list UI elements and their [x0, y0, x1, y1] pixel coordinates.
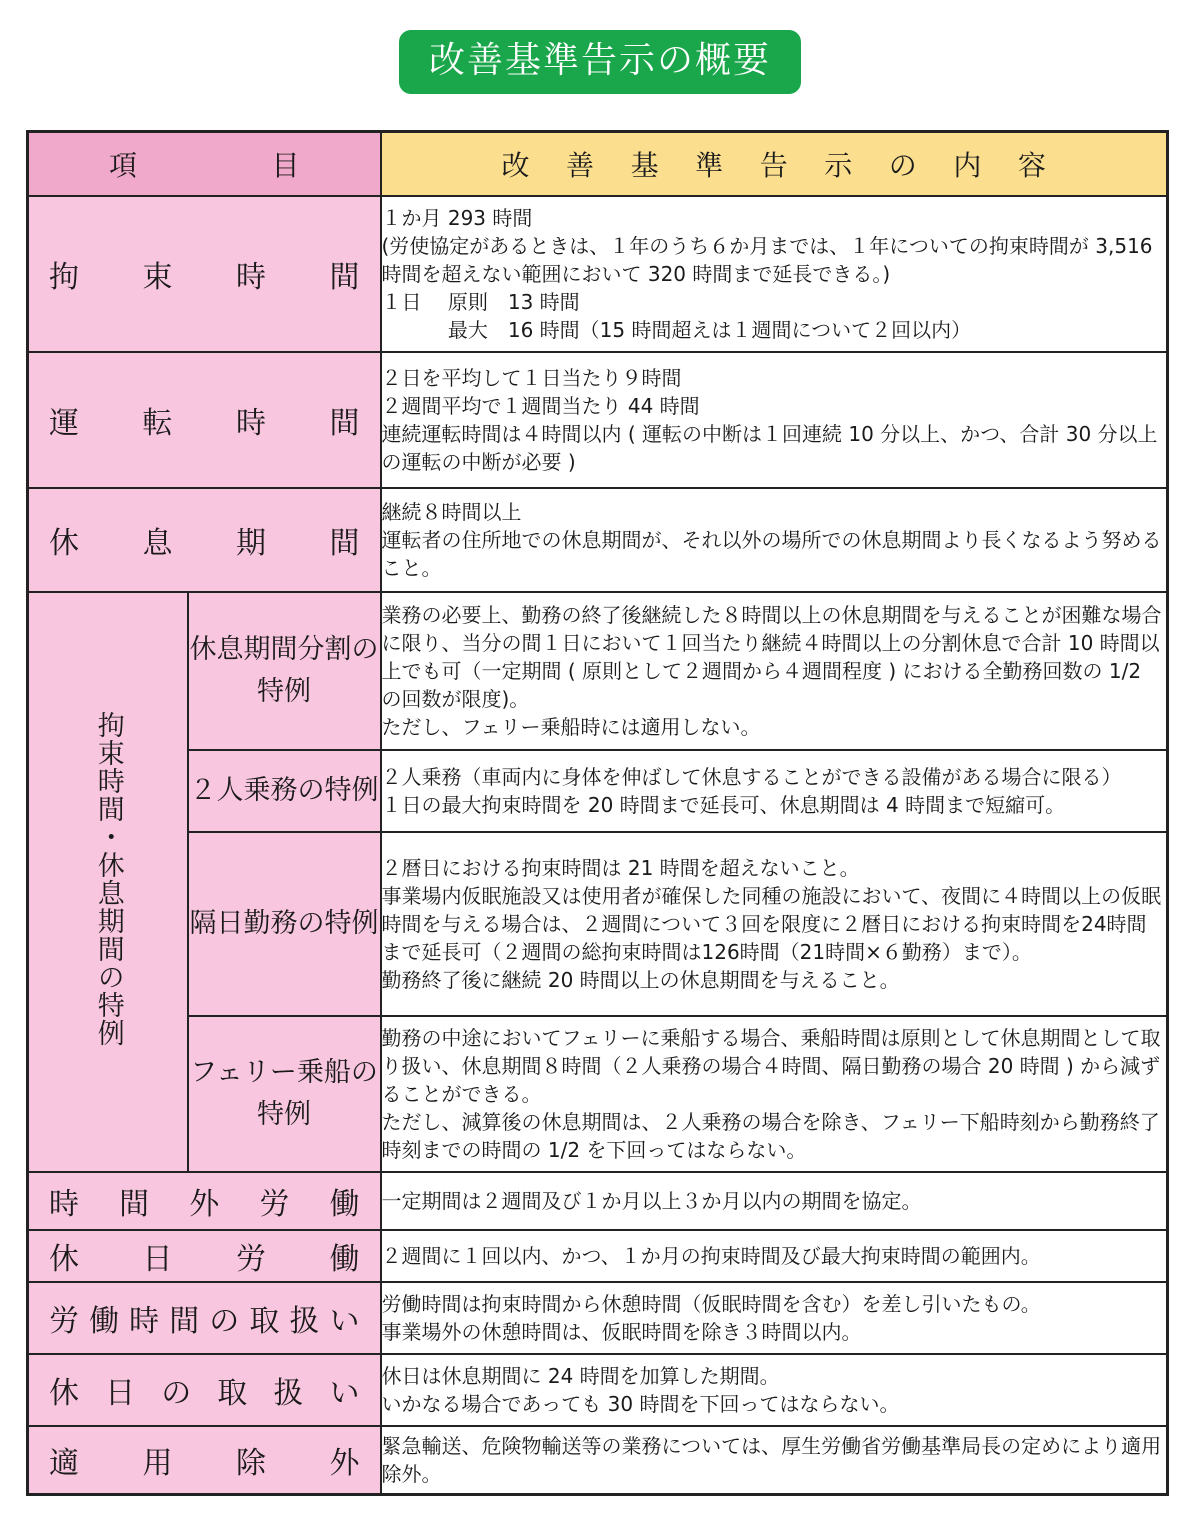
row-content: ２日を平均して１日当たり９時間 ２週間平均で１週間当たり 44 時間 連続運転時間は４時間以内 ( 運転の中断は１回連続 10 分以上、かつ、合計 30 分以上の運転の中断が必要 ) — [381, 352, 1168, 488]
row-content: ２暦日における拘束時間は 21 時間を超えないこと。 事業場内仮眠施設又は使用者が確保した同種の施設において、夜間に４時間以上の仮眠時間を与える場合は、２週間について３回を限度に２暦日における拘束時間を24時間まで延長可（２週間の総拘束時間は126時間（21時間×６勤務）まで）。 勤務終了後に継続 20 時間以上の休息期間を与えること。 — [381, 832, 1168, 1016]
row-label: 運 転 時 間 — [28, 352, 381, 488]
header-item: 項 目 — [28, 132, 381, 197]
row-futari — [28, 750, 1168, 832]
row-jikangai — [28, 1172, 1168, 1230]
row-label: 時 間 外 労 働 — [28, 1172, 381, 1230]
title-banner — [0, 30, 1200, 94]
summary-table — [26, 130, 1169, 1496]
row-content: ２人乗務（車両内に身体を伸ばして休息することができる設備がある場合に限る） １日の最大拘束時間を 20 時間まで延長可、休息期間は 4 時間まで短縮可。 — [381, 750, 1168, 832]
row-bunkatsu — [28, 592, 1168, 750]
row-content: 継続８時間以上 運転者の住所地での休息期間が、それ以外の場所での休息期間より長くなるよう努めること。 — [381, 488, 1168, 592]
row-label: 休 日 労 働 — [28, 1230, 381, 1282]
row-kyujitsu-rodo — [28, 1230, 1168, 1282]
row-content: 業務の必要上、勤務の終了後継続した８時間以上の休息期間を与えることが困難な場合に限り、当分の間１日において１回当たり継続４時間以上の分割休息で合計 10 時間以上でも可（一定期間 ( 原則として２週間から４週間程度 ) における全勤務回数の 1/2 の回数が限度)。 ただし、フェリー乗船時には適用しない。 — [381, 592, 1168, 750]
row-kyujitsu-toriatsukai — [28, 1354, 1168, 1426]
header-content: 改 善 基 準 告 示 の 内 容 — [381, 132, 1168, 197]
row-tekiyo — [28, 1426, 1168, 1494]
row-content: 休日は休息期間に 24 時間を加算した期間。 いかなる場合であっても 30 時間を下回ってはならない。 — [381, 1354, 1168, 1426]
row-sublabel: 隔日勤務の特例 — [188, 832, 381, 1016]
row-content: 緊急輸送、危険物輸送等の業務については、厚生労働省労働基準局長の定めにより適用除外。 — [381, 1426, 1168, 1494]
row-label: 休 息 期 間 — [28, 488, 381, 592]
row-label: 労 働 時 間 の 取 扱 い — [28, 1282, 381, 1354]
row-kosoku — [28, 196, 1168, 352]
row-sublabel: フェリー乗船の特例 — [188, 1016, 381, 1172]
row-content: 労働時間は拘束時間から休憩時間（仮眠時間を含む）を差し引いたもの。 事業場外の休憩時間は、仮眠時間を除き３時間以内。 — [381, 1282, 1168, 1354]
page-title: 改善基準告示の概要 — [399, 30, 801, 94]
row-content: 一定期間は２週間及び１か月以上３か月以内の期間を協定。 — [381, 1172, 1168, 1230]
row-content: 勤務の中途においてフェリーに乗船する場合、乗船時間は原則として休息期間として取り扱い、休息期間８時間（２人乗務の場合４時間、隔日勤務の場合 20 時間 ) から減ずることができる。 ただし、減算後の休息期間は、２人乗務の場合を除き、フェリー下船時刻から勤務終了時刻までの時間の 1/2 を下回ってはならない。 — [381, 1016, 1168, 1172]
row-unten — [28, 352, 1168, 488]
row-kakujitsu — [28, 832, 1168, 1016]
row-label: 休 日 の 取 扱 い — [28, 1354, 381, 1426]
row-content: ２週間に１回以内、かつ、１か月の拘束時間及び最大拘束時間の範囲内。 — [381, 1230, 1168, 1282]
row-sublabel: ２人乗務の特例 — [188, 750, 381, 832]
tokurei-group-label: 拘束時間・休息期間の特例 — [28, 592, 188, 1172]
header-row — [28, 132, 1168, 197]
row-rodo-toriatsukai — [28, 1282, 1168, 1354]
row-sublabel: 休息期間分割の特例 — [188, 592, 381, 750]
row-label: 適 用 除 外 — [28, 1426, 381, 1494]
row-content: １か月 293 時間 (労使協定があるときは、１年のうち６か月までは、１年についての拘束時間が 3,516 時間を超えない範囲において 320 時間まで延長できる。) １日 原則 13 時間 最大 16 時間（15 時間超えは１週間について２回以内） — [381, 196, 1168, 352]
row-kyusoku — [28, 488, 1168, 592]
row-label: 拘 束 時 間 — [28, 196, 381, 352]
row-ferry — [28, 1016, 1168, 1172]
